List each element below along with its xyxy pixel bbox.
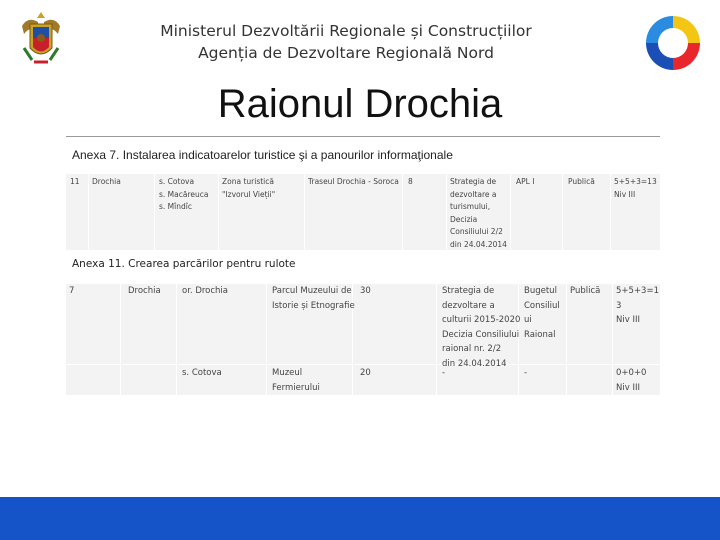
title-divider: [66, 136, 660, 137]
property-type: Publică: [570, 286, 601, 296]
parking-object: Muzeul Fermierului: [272, 368, 320, 393]
locality: or. Drochia: [182, 286, 229, 296]
locality: s. Cotova: [182, 368, 222, 378]
tourist-route: Traseul Drochia - Soroca: [308, 177, 399, 186]
localities: s. Cotova s. Macăreuca s. Mîndîc: [159, 177, 209, 211]
annex7-heading: Anexa 7. Instalarea indicatoarelor turistice şi a panourilor informaţionale: [72, 148, 453, 162]
annex7-table: [66, 174, 660, 250]
priority-score: 5+5+3=1 3 Niv III: [616, 286, 659, 325]
annex11-heading: Anexa 11. Crearea parcărilor pentru rulote: [72, 258, 296, 270]
adr-nord-logo: [640, 10, 706, 76]
reference-document: -: [442, 368, 446, 378]
row-number: 11: [70, 177, 80, 186]
row-number: 7: [69, 286, 75, 296]
moldova-coat-of-arms-logo: [14, 8, 68, 70]
funding-source: Bugetul Consiliul ui Raional: [524, 286, 560, 340]
funding-source: -: [524, 368, 528, 378]
reference-document: Strategia de dezvoltare a turismului, Decizia Consiliului 2/2 din 24.04.2014: [450, 177, 507, 249]
parking-count: 30: [360, 286, 371, 296]
raion-name: Drochia: [128, 286, 161, 296]
priority-score: 0+0+0 Niv III: [616, 368, 647, 393]
tourist-zone: Zona turistică "Izvorul Vieții": [222, 177, 276, 199]
annex11-table: [66, 284, 660, 395]
raion-name: Drochia: [92, 177, 121, 186]
reference-document: Strategia de dezvoltare a culturii 2015-2020 Decizia Consiliului raional nr. 2/2 din 24.04.2014: [442, 286, 521, 369]
sign-count: 8: [408, 177, 413, 186]
parking-object: Parcul Muzeului de Istorie și Etnografie: [272, 286, 355, 311]
parking-count: 20: [360, 368, 371, 378]
page-title: Raionul Drochia: [217, 82, 503, 126]
footer-bar: [0, 497, 720, 540]
priority-score: 5+5+3=13 Niv III: [614, 177, 657, 199]
ministry-name: Ministerul Dezvoltării Regionale și Construcțiilor: [160, 22, 532, 40]
ministry-header: [100, 20, 592, 64]
responsible: APL I: [516, 177, 535, 186]
property-type: Publică: [568, 177, 595, 186]
agency-name: Agenția de Dezvoltare Regională Nord: [198, 44, 494, 62]
